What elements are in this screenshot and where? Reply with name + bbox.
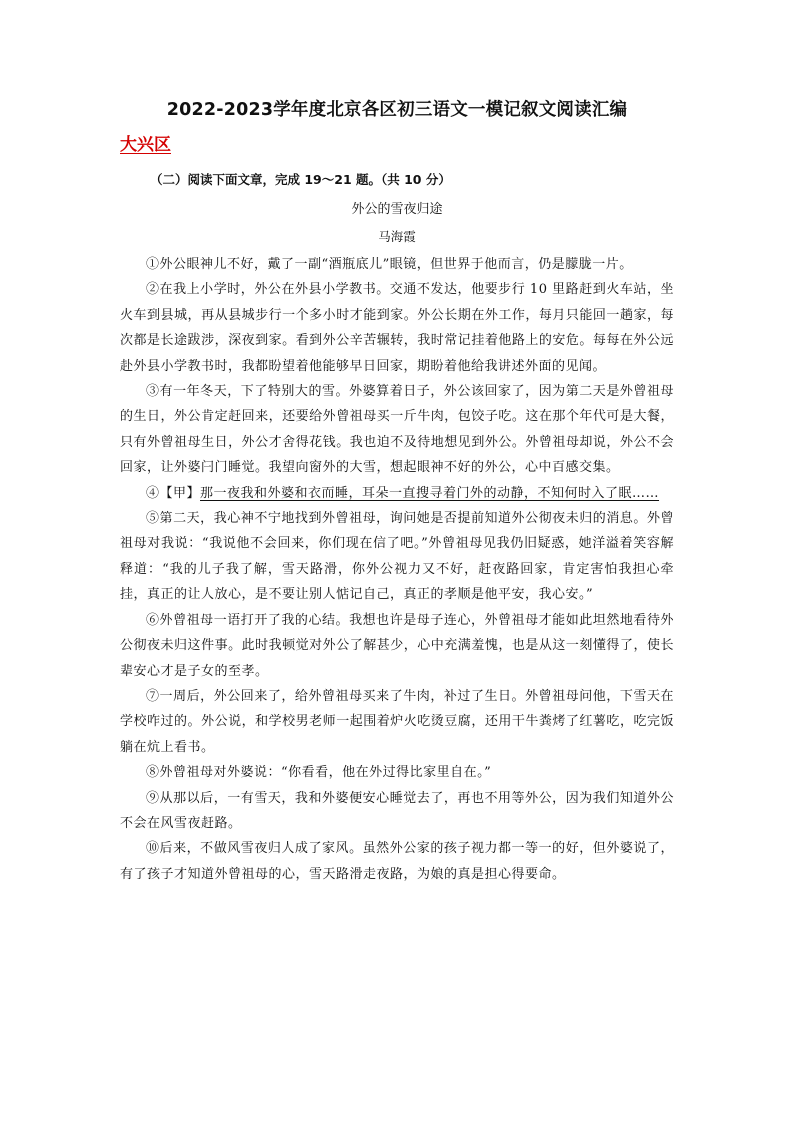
- paragraph-6: ⑥外曾祖母一语打开了我的心结。我想也许是母子连心，外曾祖母才能如此坦然地看待外公彻夜未归这件事。此时我顿觉对外公了解甚少，心中充满羞愧，也是从这一刻懂得了，使长辈安心才是子女的至孝。: [120, 612, 674, 679]
- paragraph-8: ⑧外曾祖母对外婆说：“你看看，他在外过得比家里自在。”: [146, 765, 492, 781]
- paragraph-4-marker: ④【甲】: [146, 485, 201, 501]
- paragraph-4: [120, 481, 674, 506]
- article-title: 外公的雪夜归途: [351, 202, 443, 217]
- paragraph-1: ①外公眼神儿不好，戴了一副“酒瓶底儿”眼镜，但世界于他而言，仍是朦胧一片。: [146, 257, 633, 272]
- paragraph-10: ⑩后来，不做风雪夜归人成了家风。虽然外公家的孩子视力都一等一的好，但外婆说了，有了孩子才知道外曾祖母的心，雪天路滑走夜路，为娘的真是担心得要命。: [120, 841, 674, 882]
- paragraph-5: ⑤第二天，我心神不宁地找到外曾祖母，询问她是否提前知道外公彻夜未归的消息。外曾祖母对我说：“我说他不会回来，你们现在信了吧。”外曾祖母见我仍旧疑惑，她洋溢着笑容解释道：“我的儿子我了解，雪天路滑，你外公视力又不好，赶夜路回家，肯定害怕我担心牵挂，真正的让人放心，是不要让别人惦记自己，真正的孝顺是他平安，我心安。”: [120, 511, 674, 603]
- question-instruction: （二）阅读下面文章，完成 19～21 题。（共 10 分）: [150, 172, 451, 187]
- page-title: 2022-2023学年度北京各区初三语文一模记叙文阅读汇编: [166, 100, 628, 120]
- article-body: [120, 252, 674, 887]
- district-heading: 大兴区: [120, 135, 171, 155]
- paragraph-7: ⑦一周后，外公回来了，给外曾祖母买来了牛肉，补过了生日。外曾祖母问他，下雪天在学校咋过的。外公说，和学校男老师一起围着炉火吃烫豆腐，还用干牛粪烤了红薯吃，吃完饭躺在炕上看书。: [120, 688, 674, 755]
- paragraph-3: ③有一年冬天，下了特别大的雪。外婆算着日子，外公该回家了，因为第二天是外曾祖母的生日，外公肯定赶回来，还要给外曾祖母买一斤牛肉，包饺子吃。这在那个年代可是大餐，只有外曾祖母生日，外公才舍得花钱。我也迫不及待地想见到外公。外曾祖母却说，外公不会回家，让外婆闩门睡觉。我望向窗外的大雪，想起眼神不好的外公，心中百感交集。: [120, 384, 674, 476]
- paragraph-9: ⑨从那以后，一有雪天，我和外婆便安心睡觉去了，再也不用等外公，因为我们知道外公不会在风雪夜赶路。: [120, 790, 674, 831]
- article-author: 马海霞: [378, 229, 416, 244]
- jia-underlined-sentence: 那一夜我和外婆和衣而睡，耳朵一直搜寻着门外的动静，不知何时入了眠……: [200, 485, 660, 501]
- paragraph-2: ②在我上小学时，外公在外县小学教书。交通不发达，他要步行 10 里路赶到火车站，坐火车到县城，再从县城步行一个多小时才能到家。外公长期在外工作，每月只能回一趟家，每次都是长途跋涉，深夜到家。看到外公辛苦辗转，我时常记挂着他路上的安危。每每在外公远赴外县小学教书时，我都盼望着他能够早日回家，期盼着他给我讲述外面的见闻。: [120, 282, 674, 374]
